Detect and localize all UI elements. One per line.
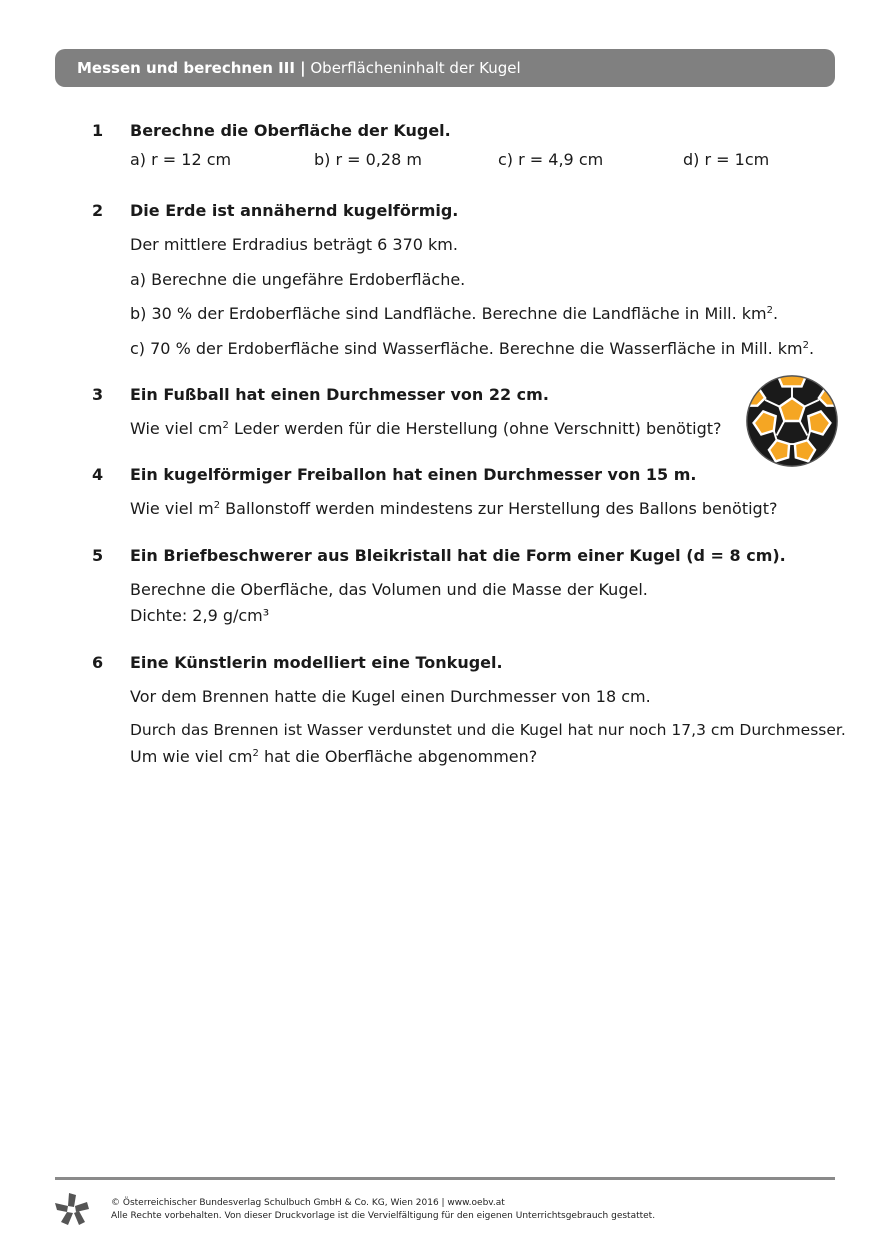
- task-text-part: b) 30 % der Erdoberfläche sind Landfläche. Berechne die Landfläche in Mill. km: [130, 304, 767, 323]
- oebv-logo-icon: [55, 1191, 89, 1227]
- task-text: Durch das Brennen ist Wasser verdunstet und die Kugel hat nur noch 17,3 cm Durchmesser.: [130, 721, 846, 739]
- task-number: 4: [92, 465, 104, 484]
- task-number: 3: [92, 385, 104, 404]
- task-option: c) r = 4,9 cm: [498, 150, 604, 169]
- footer-divider: [55, 1177, 835, 1180]
- task-text: [130, 304, 778, 323]
- task-title: Eine Künstlerin modelliert eine Tonkugel.: [130, 653, 503, 672]
- task-title: Ein Briefbeschwerer aus Bleikristall hat die Form einer Kugel (d = 8 cm).: [130, 546, 786, 565]
- task-text: [130, 419, 722, 438]
- page-header: [55, 49, 835, 87]
- task-title: Ein Fußball hat einen Durchmesser von 22 cm.: [130, 385, 549, 404]
- superscript: 2: [222, 420, 229, 431]
- task-text: Vor dem Brennen hatte die Kugel einen Durchmesser von 18 cm.: [130, 687, 651, 706]
- task-text: [130, 747, 537, 766]
- task-text-part: Wie viel cm: [130, 419, 223, 438]
- superscript: 2: [766, 305, 773, 316]
- footer-text: [111, 1197, 655, 1223]
- superscript: 2: [213, 500, 221, 511]
- task-text: Der mittlere Erdradius beträgt 6 370 km.: [130, 235, 458, 254]
- task-number: 5: [92, 546, 104, 565]
- task-number: 2: [92, 201, 104, 220]
- header-title-rest: Oberflächeninhalt der Kugel: [305, 59, 521, 77]
- footer-rights: Alle Rechte vorbehalten. Von dieser Druckvorlage ist die Vervielfältigung für den eigenen Unterrichtsgebrauch gestattet.: [111, 1211, 656, 1221]
- task-number: 1: [92, 121, 104, 140]
- task-option: a) r = 12 cm: [130, 150, 232, 169]
- task-option: b) r = 0,28 m: [314, 150, 422, 169]
- task-text: Berechne die Oberfläche, das Volumen und die Masse der Kugel.: [130, 580, 648, 599]
- task-text-part: Leder werden für die Herstellung (ohne Verschnitt) benötigt?: [228, 419, 722, 438]
- task-text-part: Um wie viel cm: [130, 747, 253, 766]
- period: .: [772, 304, 779, 323]
- task-text: a) Berechne die ungefähre Erdoberfläche.: [130, 270, 466, 289]
- task-option: d) r = 1cm: [683, 150, 770, 169]
- task-text-part: Wie viel m: [130, 499, 214, 518]
- header-title-bold: Messen und berechnen III |: [77, 59, 306, 77]
- task-text: [130, 339, 814, 358]
- task-title: Ein kugelförmiger Freiballon hat einen Durchmesser von 15 m.: [130, 465, 697, 484]
- task-text: Dichte: 2,9 g/cm³: [130, 606, 270, 625]
- period: .: [808, 339, 815, 358]
- football-icon: [744, 373, 840, 469]
- superscript: 2: [252, 748, 259, 759]
- task-text-part: Ballonstoff werden mindestens zur Herstellung des Ballons benötigt?: [220, 499, 778, 518]
- task-title: Die Erde ist annähernd kugelförmig.: [130, 201, 459, 220]
- task-title: Berechne die Oberfläche der Kugel.: [130, 121, 451, 140]
- footer-copyright: © Österreichischer Bundesverlag Schulbuch GmbH & Co. KG, Wien 2016 | www.oebv.at: [111, 1198, 505, 1208]
- task-number: 6: [92, 653, 104, 672]
- task-text-part: hat die Oberfläche abgenommen?: [258, 747, 538, 766]
- superscript: 2: [802, 340, 809, 351]
- task-text-part: c) 70 % der Erdoberfläche sind Wasserfläche. Berechne die Wasserfläche in Mill. km: [130, 339, 803, 358]
- task-text: [130, 499, 777, 518]
